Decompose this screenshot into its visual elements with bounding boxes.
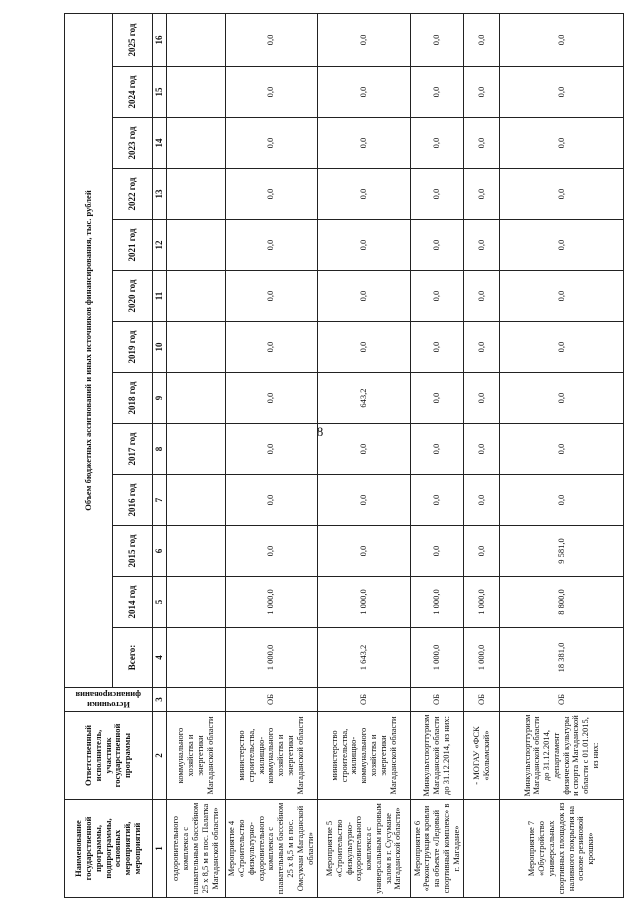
- column-number: 9: [153, 373, 167, 424]
- cell-year-value: 0,0: [317, 271, 410, 322]
- cell-source: ОБ: [317, 688, 410, 712]
- header-total: Всего:: [113, 628, 153, 688]
- cell-year-value: 0,0: [463, 373, 500, 424]
- table-row: [317, 13, 410, 897]
- cell-year-value: 0,0: [225, 13, 317, 66]
- cell-year-value: 0,0: [317, 526, 410, 577]
- column-number: 13: [153, 169, 167, 220]
- cell-year-value: 0,0: [500, 322, 624, 373]
- cell-year-value: [167, 373, 226, 424]
- cell-year-value: 0,0: [411, 271, 464, 322]
- column-number: 1: [153, 800, 167, 898]
- cell-year-value: 9 581,0: [500, 526, 624, 577]
- cell-year-value: 0,0: [463, 475, 500, 526]
- cell-year-value: 0,0: [500, 475, 624, 526]
- cell-executor: министерство строительства, жилищно-коммунального хозяйства и энергетики Магаданской области: [317, 712, 410, 800]
- cell-year-value: 1 000,0: [317, 577, 410, 628]
- cell-year-value: [167, 220, 226, 271]
- cell-year-value: 0,0: [225, 220, 317, 271]
- cell-name: [463, 800, 500, 898]
- cell-year-value: [167, 424, 226, 475]
- cell-year-value: 0,0: [225, 67, 317, 118]
- cell-year-value: 0,0: [317, 424, 410, 475]
- column-number: 4: [153, 628, 167, 688]
- cell-total: 1 000,0: [463, 628, 500, 688]
- column-number: 15: [153, 67, 167, 118]
- column-number: 8: [153, 424, 167, 475]
- cell-year-value: 0,0: [411, 13, 464, 66]
- cell-year-value: 0,0: [463, 13, 500, 66]
- cell-year-value: [167, 67, 226, 118]
- cell-year-value: 1 000,0: [225, 577, 317, 628]
- cell-year-value: 0,0: [500, 220, 624, 271]
- cell-executor: министерство строительства, жилищно-коммунального хозяйства и энергетики Магаданской области: [225, 712, 317, 800]
- column-number: 10: [153, 322, 167, 373]
- cell-year-value: 0,0: [463, 220, 500, 271]
- cell-source: [167, 688, 226, 712]
- cell-total: 1 000,0: [225, 628, 317, 688]
- column-number: 11: [153, 271, 167, 322]
- header-year: 2015 год: [113, 526, 153, 577]
- cell-year-value: 0,0: [500, 67, 624, 118]
- cell-executor: Минкультспорттуризм Магаданской области до 31.12.2014, из них:: [411, 712, 464, 800]
- cell-name: Мероприятие 5 «Строительство физкультурно-оздоровительного комплекса с универсальным игровым залом в г. Сусумане Магаданской области»: [317, 800, 410, 898]
- rotated-table-container: [64, 14, 624, 898]
- header-source: Источники финансирования: [65, 688, 153, 712]
- header-year: 2019 год: [113, 322, 153, 373]
- table-body: [167, 13, 624, 897]
- cell-year-value: 0,0: [317, 322, 410, 373]
- cell-year-value: 0,0: [463, 67, 500, 118]
- cell-year-value: 0,0: [317, 220, 410, 271]
- cell-year-value: 0,0: [225, 271, 317, 322]
- column-number: 3: [153, 688, 167, 712]
- header-name: Наименование государственной программы, подпрограммы, основных мероприятий, мероприятий: [65, 800, 153, 898]
- cell-year-value: 0,0: [225, 322, 317, 373]
- cell-year-value: 0,0: [411, 322, 464, 373]
- cell-total: 18 381,0: [500, 628, 624, 688]
- cell-name: Мероприятие 7 «Обустройство универсальных спортивных площадок из наливного покрытия на основе резиновой крошки»: [500, 800, 624, 898]
- cell-name: Мероприятие 6 «Реконструкция кровли на объекте «Ледовый спортивный комплекс» в г. Магадане»: [411, 800, 464, 898]
- header-budget-group: Объем бюджетных ассигнований и иных источников финансирования, тыс. рублей: [65, 13, 113, 687]
- column-number: 12: [153, 220, 167, 271]
- cell-year-value: 0,0: [225, 373, 317, 424]
- cell-year-value: 0,0: [463, 271, 500, 322]
- cell-year-value: 0,0: [463, 526, 500, 577]
- cell-total: 1 000,0: [411, 628, 464, 688]
- cell-year-value: 0,0: [463, 322, 500, 373]
- column-number: 7: [153, 475, 167, 526]
- cell-year-value: 0,0: [411, 424, 464, 475]
- header-executor: Ответственный исполнитель, участник государственной программы: [65, 712, 153, 800]
- cell-year-value: 0,0: [411, 220, 464, 271]
- cell-year-value: [167, 169, 226, 220]
- cell-year-value: 1 000,0: [411, 577, 464, 628]
- header-year: 2014 год: [113, 577, 153, 628]
- cell-year-value: [167, 475, 226, 526]
- cell-year-value: 0,0: [463, 118, 500, 169]
- column-number: 2: [153, 712, 167, 800]
- header-year: 2021 год: [113, 220, 153, 271]
- cell-source: ОБ: [500, 688, 624, 712]
- cell-year-value: 0,0: [225, 169, 317, 220]
- cell-year-value: 0,0: [500, 424, 624, 475]
- table-row: [411, 13, 464, 897]
- cell-executor: Минкультспорттуризм Магаданской области до 31.12.2014, департамент физической культуры и спорта Магаданской области с 01.01.2015, из них:: [500, 712, 624, 800]
- cell-year-value: 8 800,0: [500, 577, 624, 628]
- cell-year-value: 0,0: [463, 424, 500, 475]
- cell-executor: коммунального хозяйства и энергетики Магаданской области: [167, 712, 226, 800]
- table-row: [500, 13, 624, 897]
- table-row: [167, 13, 226, 897]
- header-year: 2025 год: [113, 13, 153, 66]
- cell-source: ОБ: [411, 688, 464, 712]
- cell-name: Мероприятие 4 «Строительство физкультурно-оздоровительного комплекса с плавательным бассейном 25 х 8,5 м в пос. Омсукчан Магаданской области»: [225, 800, 317, 898]
- cell-year-value: 0,0: [317, 118, 410, 169]
- cell-year-value: 0,0: [500, 373, 624, 424]
- cell-year-value: 0,0: [500, 271, 624, 322]
- cell-year-value: 0,0: [317, 13, 410, 66]
- table-row: [225, 13, 317, 897]
- cell-year-value: 0,0: [225, 424, 317, 475]
- cell-year-value: 1 000,0: [463, 577, 500, 628]
- column-number: 6: [153, 526, 167, 577]
- cell-source: ОБ: [225, 688, 317, 712]
- cell-year-value: 0,0: [411, 475, 464, 526]
- column-number: 16: [153, 13, 167, 66]
- header-year: 2020 год: [113, 271, 153, 322]
- cell-year-value: 0,0: [317, 67, 410, 118]
- cell-year-value: 0,0: [500, 169, 624, 220]
- cell-year-value: 0,0: [225, 118, 317, 169]
- cell-year-value: [167, 322, 226, 373]
- cell-year-value: 0,0: [225, 475, 317, 526]
- header-year: 2016 год: [113, 475, 153, 526]
- cell-year-value: [167, 577, 226, 628]
- cell-year-value: [167, 526, 226, 577]
- cell-year-value: 0,0: [225, 526, 317, 577]
- cell-executor: - МОГАУ «ФСК «Колымский»: [463, 712, 500, 800]
- cell-year-value: 0,0: [463, 169, 500, 220]
- cell-year-value: [167, 118, 226, 169]
- header-year: 2017 год: [113, 424, 153, 475]
- table-row: [463, 13, 500, 897]
- cell-year-value: 0,0: [411, 526, 464, 577]
- cell-year-value: 0,0: [317, 475, 410, 526]
- header-year: 2018 год: [113, 373, 153, 424]
- cell-year-value: 0,0: [500, 13, 624, 66]
- cell-year-value: [167, 13, 226, 66]
- cell-name: оздоровительного комплекса с плавательным бассейном 25 х 8,5 м в пос. Палатка Магаданской области»: [167, 800, 226, 898]
- header-year: 2022 год: [113, 169, 153, 220]
- cell-year-value: 0,0: [411, 67, 464, 118]
- financing-table: [64, 13, 624, 898]
- column-number: 14: [153, 118, 167, 169]
- cell-year-value: 0,0: [500, 118, 624, 169]
- cell-year-value: [167, 271, 226, 322]
- cell-source: ОБ: [463, 688, 500, 712]
- cell-total: 1 643,2: [317, 628, 410, 688]
- cell-year-value: 0,0: [411, 169, 464, 220]
- column-number: 5: [153, 577, 167, 628]
- page-number: 8: [316, 424, 324, 439]
- cell-year-value: 643,2: [317, 373, 410, 424]
- cell-year-value: 0,0: [317, 169, 410, 220]
- cell-year-value: 0,0: [411, 118, 464, 169]
- header-year: 2024 год: [113, 67, 153, 118]
- cell-total: [167, 628, 226, 688]
- header-year: 2023 год: [113, 118, 153, 169]
- cell-year-value: 0,0: [411, 373, 464, 424]
